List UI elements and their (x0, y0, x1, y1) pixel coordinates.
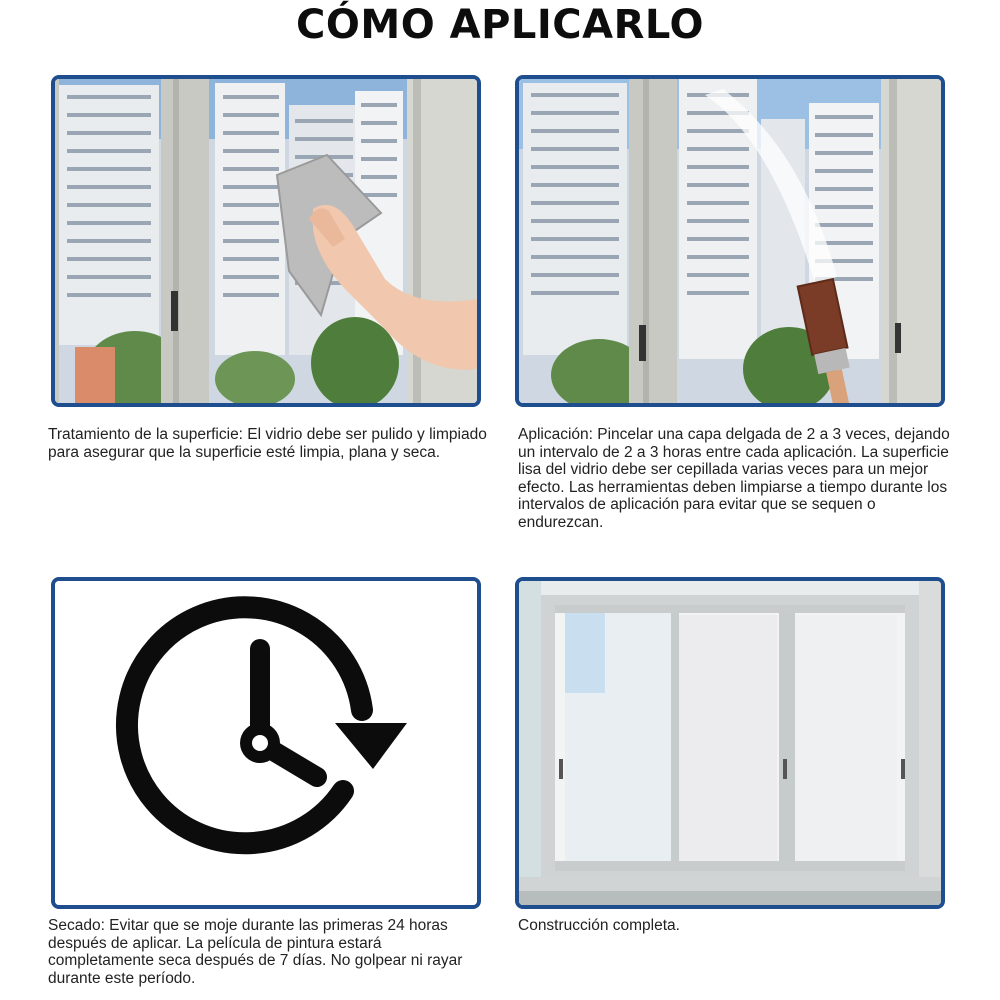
step-1-caption: Tratamiento de la superficie: El vidrio debe ser pulido y limpiado para asegurar que la superficie esté limpia, plana y seca. (48, 426, 487, 461)
step-4-image (515, 577, 945, 909)
frosted-window-photo (519, 581, 941, 905)
step-4-caption: Construcción completa. (518, 917, 680, 934)
page-title: CÓMO APLICARLO (296, 2, 704, 48)
paint-brush-application-photo (519, 79, 941, 403)
window-cleaning-photo (55, 79, 477, 403)
step-2-image (515, 75, 945, 407)
clock-icon (55, 581, 477, 905)
step-3-image (51, 577, 481, 909)
step-2-caption: Aplicación: Pincelar una capa delgada de 2 a 3 veces, dejando un intervalo de 2 a 3 horas entre cada aplicación. La superficie lisa del vidrio debe ser cepillada varias veces para un mejor efecto. Las herramientas deben limpiarse a tiempo durante los intervalos de aplicación para evitar que se sequen o endurezcan. (518, 426, 950, 531)
step-3-caption: Secado: Evitar que se moje durante las primeras 24 horas después de aplicar. La película de pintura estará completamente seca después de 7 días. No golpear ni rayar durante este período. (48, 917, 463, 987)
step-1-image (51, 75, 481, 407)
